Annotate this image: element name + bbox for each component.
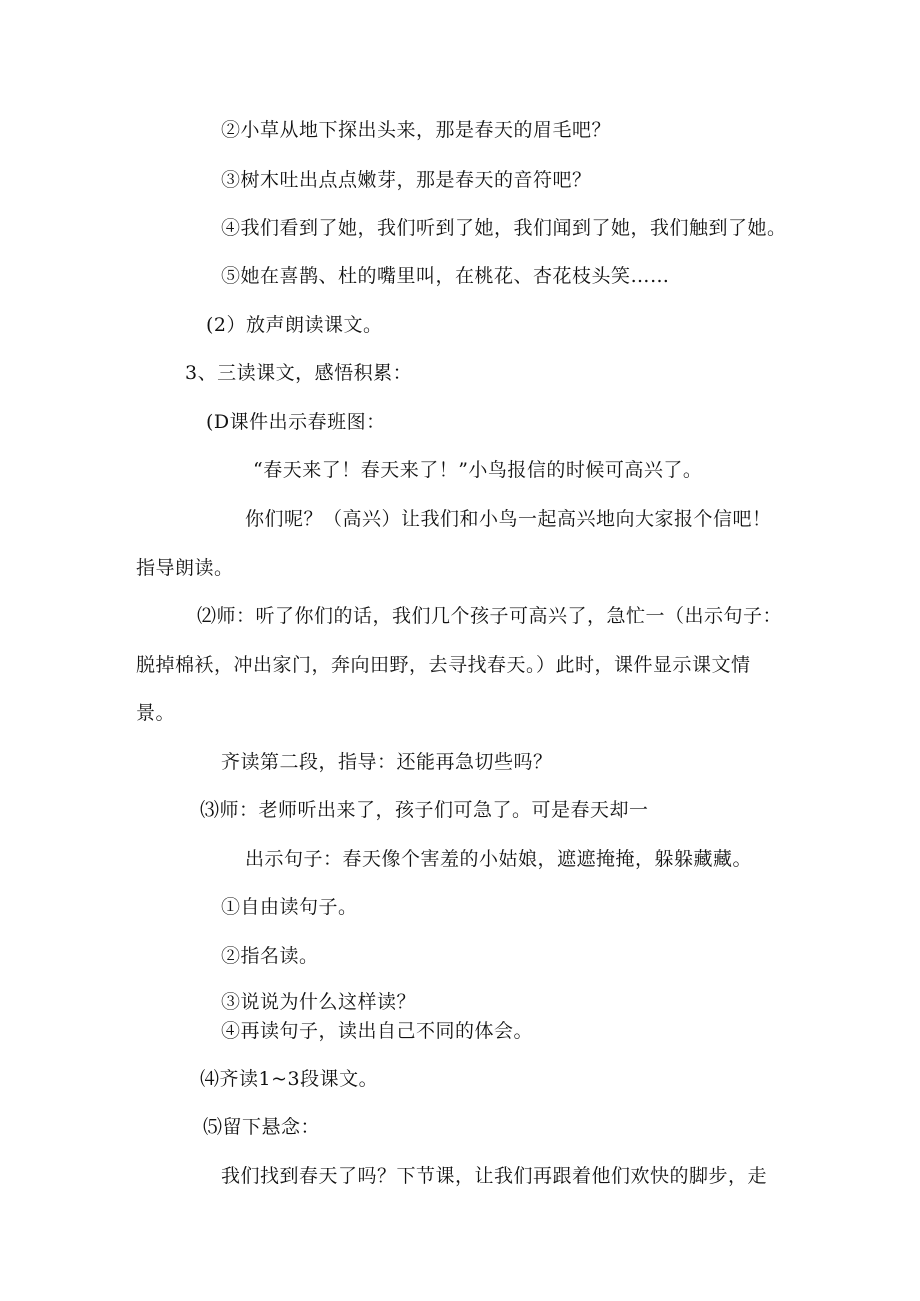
paragraph-line-18: ②指名读。: [221, 945, 319, 967]
paragraph-line-9: 你们呢？（高兴）让我们和小鸟一起高兴地向大家报个信吧！: [245, 508, 772, 530]
paragraph-line-1: ②小草从地下探出头来，那是春天的眉毛吧？: [221, 119, 612, 141]
paragraph-line-22: ⑸留下悬念：: [203, 1116, 321, 1138]
paragraph-line-14: 齐读第二段，指导：还能再急切些吗？: [221, 751, 553, 773]
paragraph-line-13: 景。: [136, 702, 176, 724]
paragraph-line-2: ③树木吐出点点嫩芽，那是春天的音符吧？: [221, 169, 592, 191]
paragraph-line-5: (2）放声朗读课文。: [206, 314, 383, 336]
paragraph-line-23: 我们找到春天了吗？下节课，让我们再跟着他们欢快的脚步，走: [221, 1165, 768, 1187]
paragraph-line-10: 指导朗读。: [136, 557, 234, 579]
paragraph-line-19: ③说说为什么这样读？: [221, 991, 417, 1013]
paragraph-line-20: ④再读句子，读出自己不同的体会。: [221, 1020, 534, 1042]
paragraph-line-8: “春天来了！春天来了！”小鸟报信的时候可高兴了。: [253, 459, 703, 481]
paragraph-line-3: ④我们看到了她，我们听到了她，我们闻到了她，我们触到了她。: [221, 217, 787, 239]
paragraph-line-16: 出示句子：春天像个害羞的小姑娘，遮遮掩掩，躲躲藏藏。: [245, 848, 753, 870]
paragraph-line-17: ①自由读句子。: [221, 896, 358, 918]
paragraph-line-7: (D课件出示春班图：: [206, 411, 386, 433]
paragraph-line-15: ⑶师：老师听出来了，孩子们可急了。可是春天却一: [200, 799, 649, 821]
section-heading-3: 3、三读课文，感悟积累：: [185, 362, 413, 384]
paragraph-line-21: ⑷齐读1~3段课文。: [200, 1068, 379, 1090]
paragraph-line-4: ⑤她在喜鹊、杜的嘴里叫，在桃花、杏花枝头笑……: [221, 265, 670, 287]
paragraph-line-11: ⑵师：听了你们的话，我们几个孩子可高兴了，急忙一（出示句子：: [197, 605, 783, 627]
paragraph-line-12: 脱掉棉袄，冲出家门，奔向田野，去寻找春天。）此时，课件显示课文情: [136, 654, 751, 676]
